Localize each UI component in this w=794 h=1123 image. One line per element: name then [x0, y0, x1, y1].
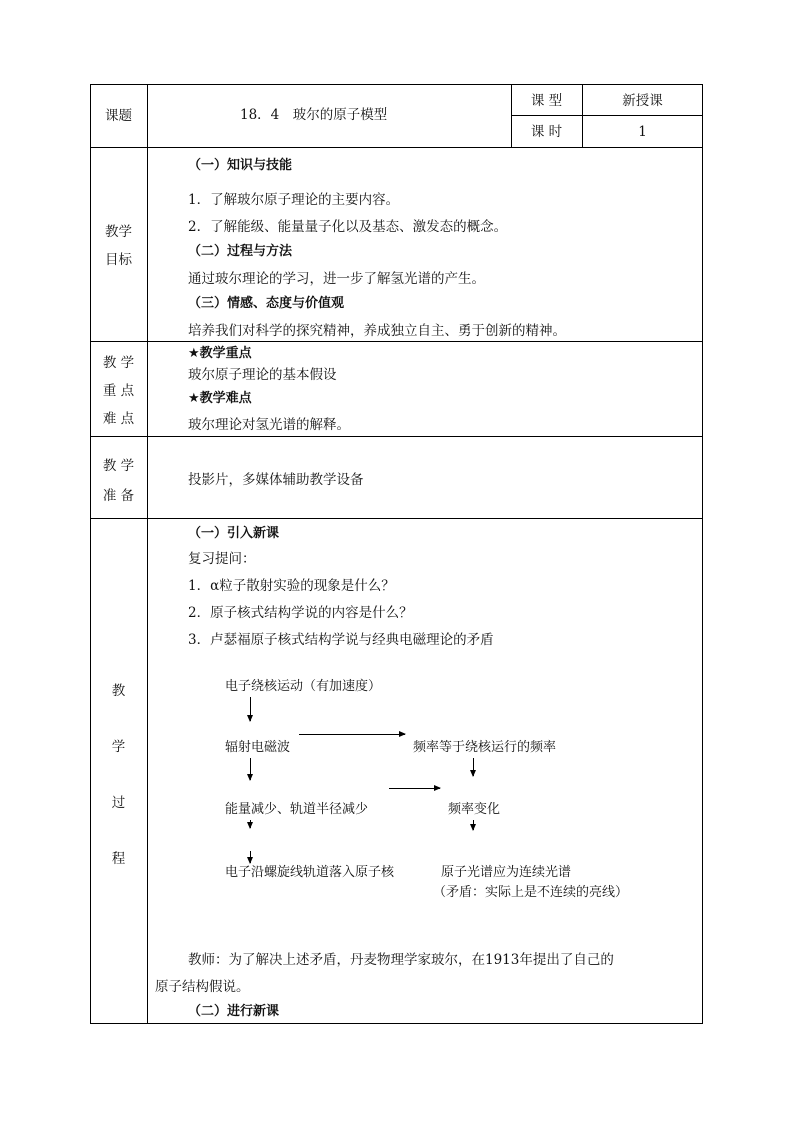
keypoints-heading-focus: ★教学重点	[188, 346, 252, 361]
objectives-heading-values: （三）情感、态度与价值观	[188, 296, 345, 311]
row-divider-objectives	[90, 341, 703, 342]
objectives-heading-knowledge: （一）知识与技能	[188, 158, 293, 173]
objectives-label-1: 教学	[105, 224, 132, 240]
keypoints-label-2: 重 点	[102, 383, 135, 399]
flow-node-emit-waves: 辐射电磁波	[225, 740, 291, 755]
objectives-item-4: 培养我们对科学的探究精神，养成独立自主、勇于创新的精神。	[188, 323, 566, 339]
flow-arrow-right-1	[299, 734, 405, 735]
review-label: 复习提问：	[188, 551, 256, 567]
process-label-3: 过	[111, 795, 126, 811]
objectives-item-2: 2．了解能级、能量量子化以及基态、激发态的概念。	[188, 219, 508, 235]
flow-arrow-right-2	[389, 788, 440, 789]
flow-node-frequency-change: 频率变化	[448, 802, 501, 817]
row-divider-header-inner	[511, 115, 703, 116]
row-divider-keypoints	[90, 436, 703, 437]
keypoints-focus-text: 玻尔原子理论的基本假设	[188, 367, 337, 383]
flow-arrow-2	[250, 758, 251, 780]
flow-node-contradiction-note: （矛盾：实际上是不连续的亮线）	[433, 885, 629, 900]
flow-node-electron-falls: 电子沿螺旋线轨道落入原子核	[225, 865, 395, 880]
process-heading-intro: （一）引入新课	[188, 526, 280, 541]
topic-label: 课题	[105, 108, 132, 124]
column-divider-label	[147, 84, 148, 1024]
preparation-text: 投影片，多媒体辅助教学设备	[188, 472, 364, 488]
objectives-item-3: 通过玻尔理论的学习，进一步了解氢光谱的产生。	[188, 271, 485, 287]
process-label-1: 教	[111, 683, 126, 699]
teacher-remark-line-2: 原子结构假说。	[155, 979, 250, 995]
process-label-2: 学	[111, 739, 126, 755]
hours-value: 1	[638, 124, 647, 140]
flow-node-energy-decrease: 能量减少、轨道半径减少	[225, 802, 369, 817]
objectives-heading-process: （二）过程与方法	[188, 244, 293, 259]
objectives-label-2: 目标	[105, 252, 132, 268]
row-divider-preparation	[90, 518, 703, 519]
flow-node-continuous-spectrum: 原子光谱应为连续光谱	[441, 865, 572, 880]
flow-arrow-5	[473, 820, 474, 830]
preparation-label-1: 教 学	[102, 458, 135, 474]
flow-arrow-3	[473, 758, 474, 776]
keypoints-label-3: 难 点	[102, 411, 135, 427]
process-heading-new-lesson: （二）进行新课	[188, 1004, 280, 1019]
keypoints-label-1: 教 学	[102, 355, 135, 371]
type-label: 课 型	[530, 93, 563, 109]
review-question-2: 2．原子核式结构学说的内容是什么？	[188, 605, 413, 621]
flow-node-electron-orbit: 电子绕核运动（有加速度）	[225, 679, 382, 694]
lesson-title: 18．4 玻尔的原子模型	[240, 107, 388, 123]
review-question-3: 3．卢瑟福原子核式结构学说与经典电磁理论的矛盾	[188, 632, 494, 648]
keypoints-heading-difficulty: ★教学难点	[188, 391, 252, 406]
review-question-1: 1．α粒子散射实验的现象是什么？	[188, 578, 395, 594]
teacher-remark-line-1: 教师：为了解决上述矛盾，丹麦物理学家玻尔，在1913年提出了自己的	[188, 952, 614, 968]
hours-label: 课 时	[530, 124, 563, 140]
flow-arrow-6	[250, 851, 251, 863]
row-divider-header	[90, 147, 703, 148]
flow-arrow-1	[250, 697, 251, 721]
objectives-item-1: 1．了解玻尔原子理论的主要内容。	[188, 192, 400, 208]
type-value: 新授课	[622, 93, 663, 109]
process-label-4: 程	[111, 851, 126, 867]
flow-arrow-4	[250, 820, 251, 828]
keypoints-difficulty-text: 玻尔理论对氢光谱的解释。	[188, 417, 350, 433]
flow-node-frequency-equal: 频率等于绕核运行的频率	[413, 740, 557, 755]
preparation-label-2: 准 备	[102, 488, 135, 504]
